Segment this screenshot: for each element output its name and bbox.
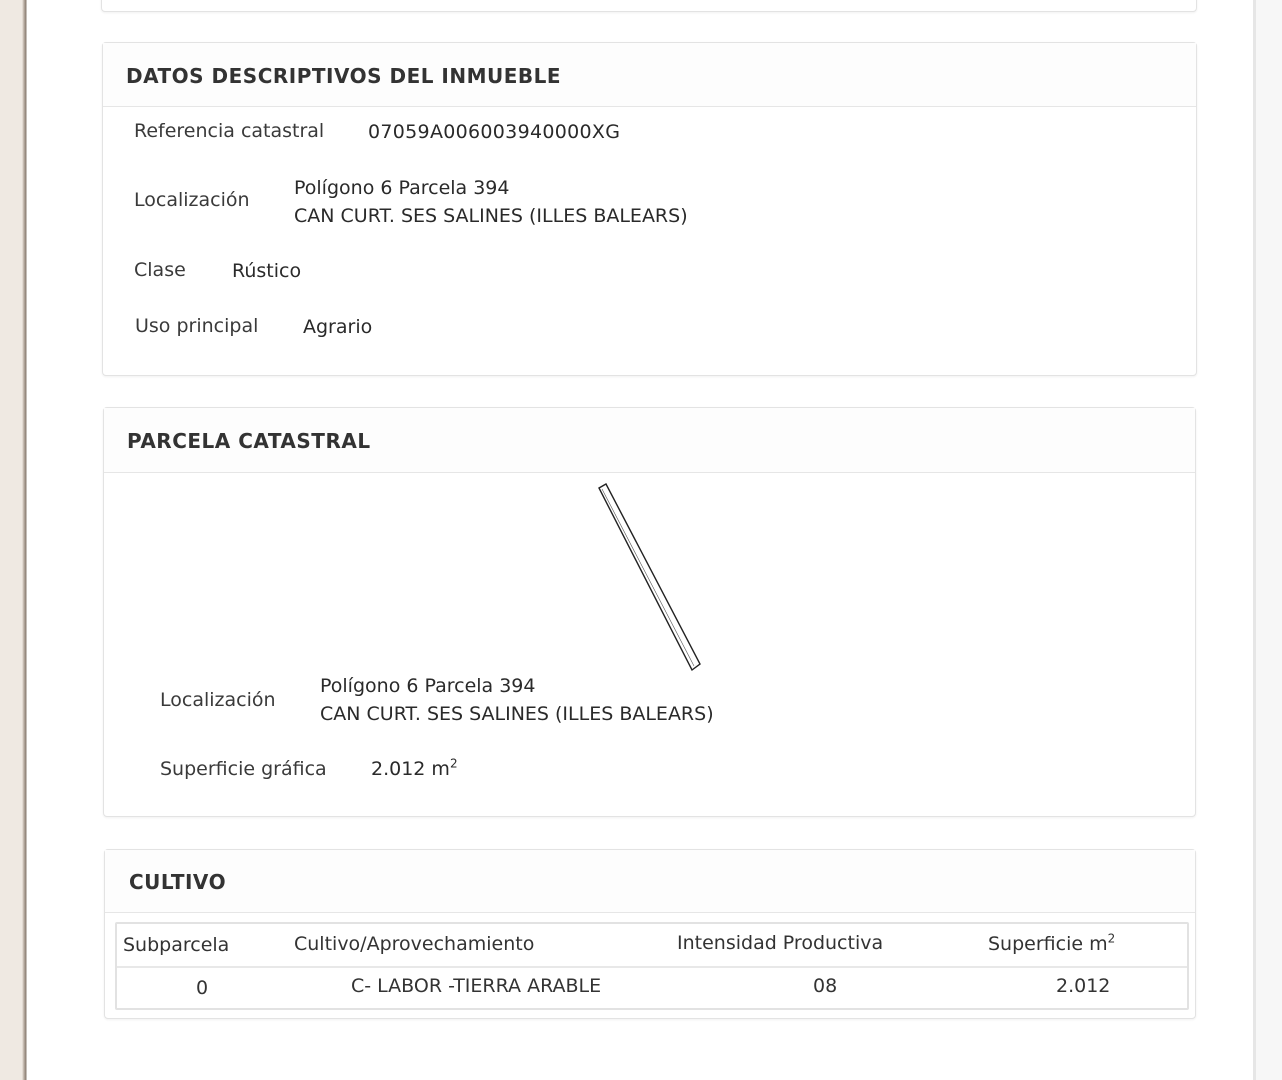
cultivo-table — [115, 922, 1189, 1010]
referencia-label: Referencia catastral — [134, 120, 325, 142]
header-cultivo: Cultivo/Aprovechamiento — [294, 933, 535, 955]
clase-label: Clase — [134, 259, 186, 281]
superficie-grafica-number: 2.012 m — [371, 758, 450, 780]
superficie-grafica-exponent: 2 — [449, 756, 458, 771]
header-intensidad: Intensidad Productiva — [677, 932, 884, 954]
parcela-title: PARCELA CATASTRAL — [127, 429, 371, 453]
page-margin-right — [1256, 0, 1282, 1080]
cultivo-title: CULTIVO — [129, 870, 227, 894]
header-superficie-text: Superficie m — [988, 933, 1108, 955]
parcel-inner-edge — [602, 489, 694, 666]
parcela-localizacion-label: Localización — [160, 689, 276, 711]
header-superficie — [988, 933, 1115, 955]
localizacion-line1: Polígono 6 Parcela 394 — [294, 177, 510, 199]
referencia-value: 07059A006003940000XG — [368, 121, 621, 143]
row-subparcela: 0 — [196, 977, 209, 999]
previous-card-bottom — [101, 0, 1197, 12]
parcela-card-header — [104, 408, 1195, 473]
header-subparcela: Subparcela — [123, 934, 230, 956]
row-cultivo: C- LABOR -TIERRA ARABLE — [351, 975, 602, 997]
cultivo-card-header — [105, 850, 1195, 913]
parcela-catastral-card — [103, 407, 1196, 817]
row-superficie: 2.012 — [1056, 975, 1111, 997]
superficie-grafica-label: Superficie gráfica — [160, 758, 327, 780]
superficie-grafica-value — [371, 755, 458, 783]
localizacion-label: Localización — [134, 189, 250, 211]
row-intensidad: 08 — [813, 975, 838, 997]
parcel-plot-drawing — [584, 478, 714, 678]
datos-title: DATOS DESCRIPTIVOS DEL INMUEBLE — [126, 64, 562, 88]
datos-card-header — [103, 43, 1196, 107]
page-edge-left — [0, 0, 27, 1080]
uso-principal-label: Uso principal — [135, 315, 259, 337]
table-row-divider — [117, 966, 1187, 968]
cultivo-card — [104, 849, 1196, 1019]
header-superficie-exponent: 2 — [1107, 931, 1116, 946]
datos-descriptivos-card — [102, 42, 1197, 376]
clase-value: Rústico — [232, 260, 302, 282]
parcela-localizacion-line2: CAN CURT. SES SALINES (ILLES BALEARS) — [320, 703, 714, 725]
uso-principal-value: Agrario — [303, 316, 373, 338]
localizacion-line2: CAN CURT. SES SALINES (ILLES BALEARS) — [294, 205, 688, 227]
parcela-localizacion-line1: Polígono 6 Parcela 394 — [320, 675, 536, 697]
